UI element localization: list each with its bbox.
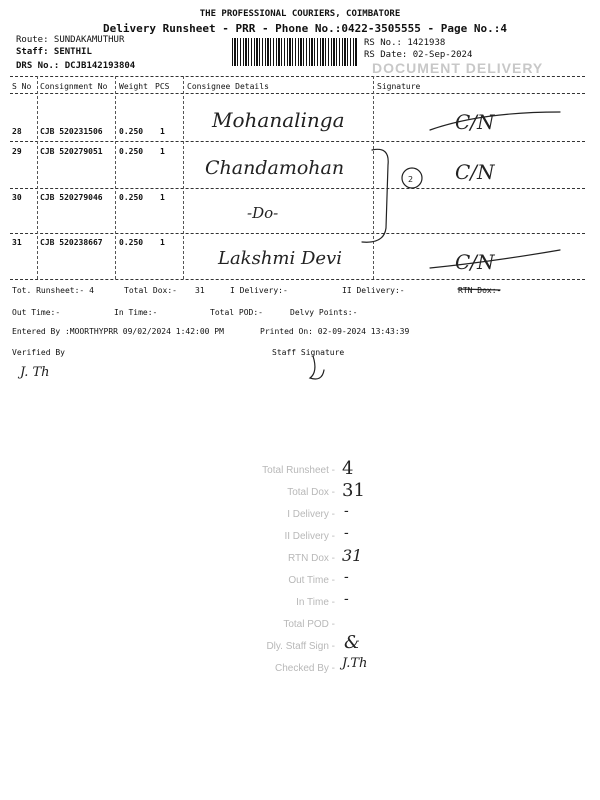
stamp-value: - bbox=[344, 591, 349, 607]
in-time: In Time:- bbox=[114, 308, 158, 317]
row-consignment-no: CJB 520279051 bbox=[40, 147, 103, 156]
row-consignee-handwritten: Chandamohan bbox=[205, 157, 345, 179]
row-sno: 31 bbox=[12, 238, 22, 247]
route-label: Route: SUNDAKAMUTHUR bbox=[16, 35, 125, 45]
row-consignee-handwritten: Lakshmi Devi bbox=[218, 248, 342, 269]
row-pcs: 1 bbox=[160, 238, 165, 247]
row-weight: 0.250 bbox=[119, 193, 144, 202]
document-subtitle: Delivery Runsheet - PRR - Phone No.:0422-3505555 - Page No.:4 bbox=[103, 22, 507, 35]
staff-label: Staff: SENTHIL bbox=[16, 47, 92, 57]
entered-by: Entered By :MOORTHYPRR 09/02/2024 1:42:00 PM bbox=[12, 327, 224, 336]
row-signature-handwritten: C/N bbox=[455, 110, 495, 134]
row-consignee-handwritten: -Do- bbox=[247, 204, 279, 222]
verified-initials: J. Th bbox=[20, 365, 50, 380]
stamp-label: Dly. Staff Sign - bbox=[266, 641, 335, 652]
ii-delivery: II Delivery:- bbox=[342, 286, 405, 295]
col-header-signature: Signature bbox=[377, 82, 421, 91]
bracket-mark bbox=[362, 149, 388, 242]
row-pcs: 1 bbox=[160, 193, 165, 202]
out-time: Out Time:- bbox=[12, 308, 61, 317]
row-consignment-no: CJB 520238667 bbox=[40, 238, 103, 247]
rtn-dox: RTN Dox:- bbox=[458, 286, 502, 295]
col-header-pcs: PCS bbox=[155, 82, 170, 91]
row-signature-handwritten: C/N bbox=[455, 160, 495, 184]
row-signature-handwritten: C/N bbox=[455, 250, 495, 274]
stamp-label: Total Runsheet - bbox=[262, 465, 335, 476]
row-weight: 0.250 bbox=[119, 147, 144, 156]
stamp-value: J.Th bbox=[342, 656, 368, 671]
row-sno: 28 bbox=[12, 127, 22, 136]
delvy-points: Delvy Points:- bbox=[290, 308, 358, 317]
row-pcs: 1 bbox=[160, 127, 165, 136]
printed-on: Printed On: 02-09-2024 13:43:39 bbox=[260, 327, 410, 336]
stamp-value: - bbox=[344, 525, 349, 541]
row-consignee-handwritten: Mohanalinga bbox=[212, 108, 345, 132]
row-pcs: 1 bbox=[160, 147, 165, 156]
stamp-label: Total POD - bbox=[283, 619, 335, 630]
stamp-value: - bbox=[344, 569, 349, 585]
row-sno: 30 bbox=[12, 193, 22, 202]
stamp-label: II Delivery - bbox=[284, 531, 335, 542]
stamp-value: - bbox=[344, 503, 349, 519]
rs-date: RS Date: 02-Sep-2024 bbox=[364, 50, 473, 60]
row-weight: 0.250 bbox=[119, 127, 144, 136]
stamp-label: RTN Dox - bbox=[287, 553, 335, 564]
row-consignment-no: CJB 520279046 bbox=[40, 193, 103, 202]
stamp-value: 4 bbox=[342, 458, 354, 479]
stamp-label: I Delivery - bbox=[287, 509, 335, 520]
rs-number: RS No.: 1421938 bbox=[364, 38, 446, 48]
signature-stroke bbox=[430, 250, 560, 268]
row-consignment-no: CJB 520231506 bbox=[40, 127, 103, 136]
stamp-label: In Time - bbox=[296, 597, 335, 608]
col-header-weight: Weight bbox=[119, 82, 148, 91]
bracket-note: 2 bbox=[408, 175, 414, 184]
stamp-label: Total Dox - bbox=[287, 487, 335, 498]
row-weight: 0.250 bbox=[119, 238, 144, 247]
document-delivery-stamp: DOCUMENT DELIVERY bbox=[372, 60, 544, 76]
col-header-consignee: Consignee Details bbox=[187, 82, 269, 91]
staff-signature-scribble bbox=[310, 356, 324, 379]
total-dox-label: Total Dox:- bbox=[124, 286, 177, 295]
tot-runsheet: Tot. Runsheet:- 4 bbox=[12, 286, 94, 295]
stamp-label: Checked By - bbox=[274, 663, 335, 674]
signature-stroke bbox=[430, 112, 560, 130]
drs-number: DRS No.: DCJB142193804 bbox=[16, 61, 136, 71]
staff-signature-label: Staff Signature bbox=[272, 348, 345, 357]
i-delivery: I Delivery:- bbox=[230, 286, 288, 295]
stamp-value: 31 bbox=[342, 480, 365, 501]
stamp-label: Out Time - bbox=[288, 575, 335, 586]
stamp-value: 31 bbox=[342, 546, 363, 565]
total-dox-value: 31 bbox=[195, 286, 205, 295]
col-header-sno: S No bbox=[12, 82, 32, 91]
col-header-consignment: Consignment No bbox=[40, 82, 108, 91]
total-pod: Total POD:- bbox=[210, 308, 263, 317]
verified-by: Verified By bbox=[12, 348, 65, 357]
row-sno: 29 bbox=[12, 147, 22, 156]
document-title: THE PROFESSIONAL COURIERS, COIMBATORE bbox=[199, 9, 401, 19]
stamp-value: & bbox=[344, 632, 361, 653]
